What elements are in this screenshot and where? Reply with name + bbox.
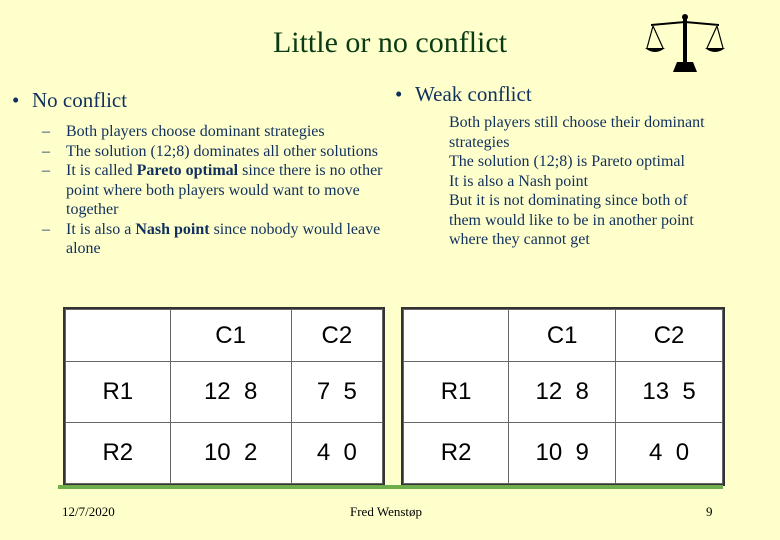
row-header: R2 bbox=[404, 423, 509, 484]
column-header: C1 bbox=[170, 310, 291, 362]
column-header: C2 bbox=[291, 310, 382, 362]
payoff-cell: 4 0 bbox=[616, 423, 723, 484]
bullet-dot: • bbox=[395, 82, 403, 106]
list-item: – The solution (12;8) dominates all other solutions bbox=[42, 142, 378, 160]
column-header: C1 bbox=[509, 310, 616, 362]
payoff-cell: 10 9 bbox=[509, 423, 616, 484]
right-subitems bbox=[425, 113, 705, 250]
left-bullet bbox=[12, 88, 392, 113]
right-column bbox=[395, 82, 715, 250]
slide-title: Little or no conflict bbox=[272, 26, 508, 59]
list-item: – It is also a Nash point since nobody would leave alone bbox=[42, 220, 381, 257]
game-table-no-conflict bbox=[63, 307, 385, 486]
footer-date: 12/7/2020 bbox=[62, 504, 115, 519]
footer-author: Fred Wenstøp bbox=[350, 504, 423, 519]
row-header: R2 bbox=[66, 423, 171, 484]
payoff-cell: 12 8 bbox=[509, 362, 616, 423]
corner-cell bbox=[66, 310, 171, 362]
list-item: But it is not dominating since both of them would like to be in another point where they cannot get bbox=[449, 192, 694, 248]
payoff-cell: 7 5 bbox=[291, 362, 382, 423]
list-item: – It is called Pareto optimal since there is no other point where both players would want to move together bbox=[42, 162, 383, 218]
payoff-cell: 4 0 bbox=[291, 423, 382, 484]
row-header: R1 bbox=[404, 362, 509, 423]
right-bullet bbox=[395, 82, 715, 107]
footer-rule bbox=[58, 485, 723, 489]
list-item: The solution (12;8) is Pareto optimal bbox=[449, 153, 685, 170]
corner-cell bbox=[404, 310, 509, 362]
payoff-cell: 12 8 bbox=[170, 362, 291, 423]
list-item: It is also a Nash point bbox=[449, 172, 589, 190]
game-table-weak-conflict bbox=[401, 307, 725, 486]
left-heading: No conflict bbox=[32, 88, 128, 112]
list-item: Both players still choose their dominant strategies bbox=[449, 114, 705, 151]
balance-scale-icon bbox=[645, 12, 725, 76]
payoff-cell: 10 2 bbox=[170, 423, 291, 484]
left-column bbox=[12, 88, 392, 259]
row-header: R1 bbox=[66, 362, 171, 423]
column-header: C2 bbox=[616, 310, 723, 362]
payoff-cell: 13 5 bbox=[616, 362, 723, 423]
right-heading: Weak conflict bbox=[415, 82, 532, 106]
footer-page-number: 9 bbox=[706, 504, 713, 519]
bullet-dot: • bbox=[12, 88, 20, 112]
left-subitems bbox=[42, 122, 392, 259]
list-item: – Both players choose dominant strategies bbox=[42, 123, 325, 140]
